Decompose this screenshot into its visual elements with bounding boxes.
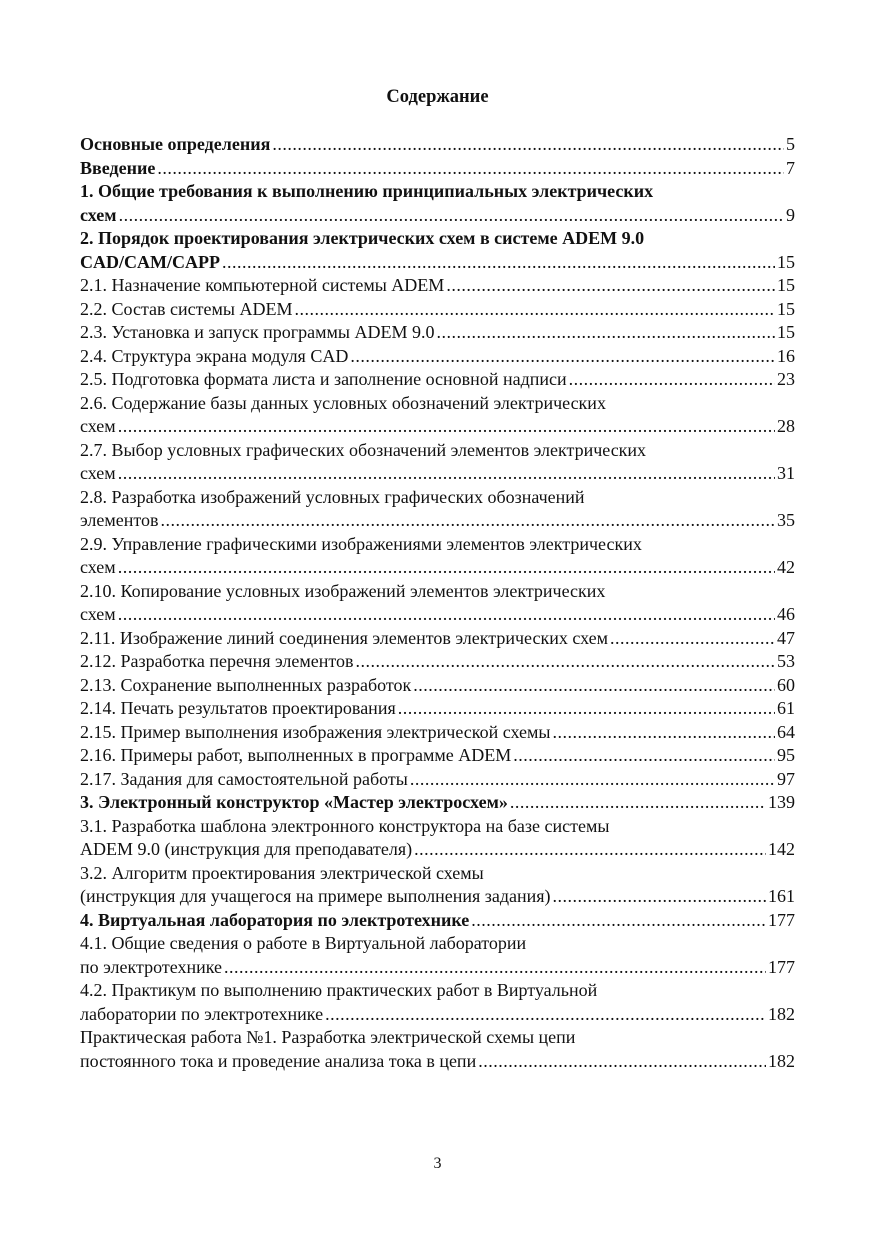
toc-entry-text: 3.2. Алгоритм проектирования электрической схемы bbox=[80, 862, 484, 883]
toc-entry-line bbox=[80, 509, 795, 533]
toc-page-number: 46 bbox=[777, 604, 795, 624]
toc-entry-text: схем bbox=[80, 416, 116, 436]
toc-entry-text: 2.17. Задания для самостоятельной работы bbox=[80, 768, 408, 789]
toc-page-number: 47 bbox=[777, 627, 795, 648]
toc-entry-text: Практическая работа №1. Разработка электрической схемы цепи bbox=[80, 1027, 576, 1047]
toc-page-number: 95 bbox=[777, 745, 795, 765]
leader-dots bbox=[471, 909, 766, 933]
toc-entry-text: Введение bbox=[80, 157, 156, 178]
page-number: 3 bbox=[433, 1155, 442, 1172]
toc-entry[interactable] bbox=[80, 298, 795, 322]
toc-entry-line bbox=[80, 932, 795, 956]
toc-entry-line bbox=[80, 345, 795, 369]
leader-dots bbox=[356, 650, 776, 674]
toc-page-number: 97 bbox=[777, 768, 795, 789]
toc-entry-text: 2.12. Разработка перечня элементов bbox=[80, 651, 354, 671]
toc-page-number: 142 bbox=[768, 839, 795, 859]
leader-dots bbox=[161, 509, 775, 533]
table-of-contents bbox=[80, 133, 795, 1073]
leader-dots bbox=[325, 1003, 766, 1027]
leader-dots bbox=[478, 1050, 766, 1074]
toc-page-number: 16 bbox=[777, 345, 795, 366]
toc-entry-text: схем bbox=[80, 463, 116, 483]
toc-entry[interactable] bbox=[80, 650, 795, 674]
toc-entry[interactable] bbox=[80, 697, 795, 721]
toc-entry-line bbox=[80, 862, 795, 886]
toc-entry[interactable] bbox=[80, 768, 795, 792]
toc-entry-line bbox=[80, 274, 795, 298]
toc-entry[interactable] bbox=[80, 274, 795, 298]
leader-dots bbox=[118, 556, 775, 580]
toc-entry-line bbox=[80, 298, 795, 322]
toc-entry[interactable] bbox=[80, 909, 795, 933]
toc-entry-text: (инструкция для учащегося на примере выполнения задания) bbox=[80, 886, 551, 906]
toc-entry-line bbox=[80, 462, 795, 486]
toc-entry-line bbox=[80, 838, 795, 862]
toc-page-number: 60 bbox=[777, 674, 795, 695]
toc-entry-text: 2. Порядок проектирования электрических схем в системе ADEM 9.0 bbox=[80, 228, 645, 248]
toc-entry-line bbox=[80, 439, 795, 463]
toc-page-number: 15 bbox=[777, 298, 795, 319]
toc-entry-line bbox=[80, 885, 795, 909]
toc-entry-line bbox=[80, 556, 795, 580]
toc-entry-text: 2.16. Примеры работ, выполненных в программе ADEM bbox=[80, 745, 512, 765]
leader-dots bbox=[446, 274, 775, 298]
leader-dots bbox=[436, 321, 775, 345]
toc-entry-line bbox=[80, 1003, 795, 1027]
toc-entry-text: по электротехнике bbox=[80, 956, 223, 977]
leader-dots bbox=[272, 133, 784, 157]
toc-entry[interactable] bbox=[80, 815, 795, 862]
toc-entry-line bbox=[80, 533, 795, 557]
toc-entry-line bbox=[80, 674, 795, 698]
toc-entry-text: 2.3. Установка и запуск программы ADEM 9.0 bbox=[80, 322, 435, 342]
toc-entry-text: лаборатории по электротехнике bbox=[80, 1003, 324, 1024]
toc-entry-line bbox=[80, 227, 795, 251]
toc-entry[interactable] bbox=[80, 180, 795, 227]
toc-entry-text: схем bbox=[80, 204, 117, 225]
toc-page-number: 28 bbox=[777, 416, 795, 436]
toc-entry-line bbox=[80, 392, 795, 416]
toc-entry[interactable] bbox=[80, 721, 795, 745]
leader-dots bbox=[513, 744, 775, 768]
toc-entry-text: 2.8. Разработка изображений условных графических обозначений bbox=[80, 486, 585, 507]
toc-page-number: 53 bbox=[777, 651, 795, 671]
toc-entry[interactable] bbox=[80, 533, 795, 580]
toc-entry-line bbox=[80, 697, 795, 721]
leader-dots bbox=[224, 956, 766, 980]
toc-entry-line bbox=[80, 1050, 795, 1074]
toc-entry-text: 2.1. Назначение компьютерной системы ADEM bbox=[80, 275, 445, 295]
toc-entry[interactable] bbox=[80, 392, 795, 439]
toc-entry[interactable] bbox=[80, 744, 795, 768]
toc-entry[interactable] bbox=[80, 932, 795, 979]
toc-entry[interactable] bbox=[80, 979, 795, 1026]
toc-entry-text: CAD/CAM/CAPP bbox=[80, 251, 220, 272]
toc-page-number: 15 bbox=[777, 322, 795, 342]
toc-entry-text: Основные определения bbox=[80, 134, 271, 154]
leader-dots bbox=[553, 885, 766, 909]
leader-dots bbox=[350, 345, 775, 369]
leader-dots bbox=[222, 251, 775, 275]
toc-page-number: 182 bbox=[768, 1050, 795, 1071]
toc-page-number: 161 bbox=[768, 886, 795, 906]
toc-entry-text: ADEM 9.0 (инструкция для преподавателя) bbox=[80, 839, 413, 859]
leader-dots bbox=[398, 697, 775, 721]
toc-entry-text: 1. Общие требования к выполнению принципиальных электрических bbox=[80, 181, 654, 201]
toc-page-number: 139 bbox=[768, 792, 795, 812]
toc-title: Содержание bbox=[386, 87, 489, 107]
toc-entry[interactable] bbox=[80, 368, 795, 392]
toc-entry-text: 2.9. Управление графическими изображениями элементов электрических bbox=[80, 533, 642, 554]
toc-entry[interactable] bbox=[80, 627, 795, 651]
toc-entry[interactable] bbox=[80, 791, 795, 815]
toc-entry-line bbox=[80, 768, 795, 792]
toc-entry[interactable] bbox=[80, 674, 795, 698]
toc-page-number: 61 bbox=[777, 698, 795, 718]
toc-entry-line bbox=[80, 415, 795, 439]
toc-page-number: 15 bbox=[777, 251, 795, 272]
toc-entry-line bbox=[80, 650, 795, 674]
toc-entry-line bbox=[80, 486, 795, 510]
toc-entry[interactable] bbox=[80, 321, 795, 345]
toc-entry[interactable] bbox=[80, 157, 795, 181]
leader-dots bbox=[118, 603, 775, 627]
leader-dots bbox=[610, 627, 775, 651]
toc-entry-text: 2.2. Состав системы ADEM bbox=[80, 298, 293, 319]
toc-entry-line bbox=[80, 133, 795, 157]
leader-dots bbox=[410, 768, 775, 792]
toc-entry-line bbox=[80, 157, 795, 181]
toc-entry-line bbox=[80, 721, 795, 745]
leader-dots bbox=[118, 415, 775, 439]
toc-entry-text: 2.7. Выбор условных графических обозначений элементов электрических bbox=[80, 439, 647, 460]
toc-entry-text: 4.1. Общие сведения о работе в Виртуальной лаборатории bbox=[80, 933, 527, 953]
leader-dots bbox=[414, 838, 766, 862]
toc-page-number: 7 bbox=[786, 157, 795, 178]
toc-entry-text: 2.13. Сохранение выполненных разработок bbox=[80, 674, 412, 695]
toc-entry-line bbox=[80, 1026, 795, 1050]
toc-entry-text: 2.14. Печать результатов проектирования bbox=[80, 698, 396, 718]
toc-entry[interactable] bbox=[80, 133, 795, 157]
toc-entry[interactable] bbox=[80, 862, 795, 909]
toc-entry-text: 4.2. Практикум по выполнению практических работ в Виртуальной bbox=[80, 980, 598, 1000]
toc-entry-text: схем bbox=[80, 557, 116, 577]
toc-entry-line bbox=[80, 251, 795, 275]
toc-entry-text: 2.15. Пример выполнения изображения электрической схемы bbox=[80, 721, 551, 742]
toc-entry-line bbox=[80, 744, 795, 768]
toc-entry-text: 2.11. Изображение линий соединения элементов электрических схем bbox=[80, 627, 609, 648]
toc-page-number: 182 bbox=[768, 1003, 795, 1024]
leader-dots bbox=[413, 674, 775, 698]
toc-page-number: 23 bbox=[777, 369, 795, 389]
toc-entry-text: 3.1. Разработка шаблона электронного конструктора на базе системы bbox=[80, 815, 610, 836]
toc-entry[interactable] bbox=[80, 439, 795, 486]
toc-entry-text: 2.5. Подготовка формата листа и заполнение основной надписи bbox=[80, 369, 567, 389]
toc-entry-line bbox=[80, 627, 795, 651]
toc-entry-text: схем bbox=[80, 604, 116, 624]
toc-entry-line bbox=[80, 815, 795, 839]
toc-entry-text: постоянного тока и проведение анализа тока в цепи bbox=[80, 1050, 477, 1071]
toc-entry-line bbox=[80, 368, 795, 392]
leader-dots bbox=[157, 157, 784, 181]
toc-entry-line bbox=[80, 979, 795, 1003]
leader-dots bbox=[118, 462, 775, 486]
toc-page-number: 15 bbox=[777, 275, 795, 295]
toc-entry-line bbox=[80, 956, 795, 980]
toc-entry-text: 2.4. Структура экрана модуля CAD bbox=[80, 345, 349, 366]
toc-entry[interactable] bbox=[80, 227, 795, 274]
leader-dots bbox=[294, 298, 775, 322]
toc-page-number: 177 bbox=[768, 956, 795, 977]
toc-entry[interactable] bbox=[80, 486, 795, 533]
toc-entry-text: 2.10. Копирование условных изображений элементов электрических bbox=[80, 580, 606, 601]
toc-entry-line bbox=[80, 180, 795, 204]
toc-entry-line bbox=[80, 580, 795, 604]
leader-dots bbox=[510, 791, 766, 815]
toc-page-number: 9 bbox=[786, 204, 795, 225]
toc-page-number: 177 bbox=[768, 909, 795, 930]
toc-entry-line bbox=[80, 204, 795, 228]
leader-dots bbox=[119, 204, 784, 228]
leader-dots bbox=[553, 721, 776, 745]
toc-entry-line bbox=[80, 791, 795, 815]
toc-page-number: 5 bbox=[786, 134, 795, 154]
toc-entry[interactable] bbox=[80, 580, 795, 627]
toc-entry-line bbox=[80, 321, 795, 345]
toc-entry-text: элементов bbox=[80, 510, 159, 530]
toc-page-number: 35 bbox=[777, 510, 795, 530]
toc-entry-text: 4. Виртуальная лаборатория по электротехнике bbox=[80, 909, 470, 930]
toc-entry-text: 3. Электронный конструктор «Мастер электросхем» bbox=[80, 792, 508, 812]
toc-page-number: 42 bbox=[777, 557, 795, 577]
toc-page-number: 64 bbox=[777, 721, 795, 742]
toc-entry[interactable] bbox=[80, 1026, 795, 1073]
leader-dots bbox=[569, 368, 775, 392]
toc-page-number: 31 bbox=[777, 463, 795, 483]
toc-entry-line bbox=[80, 603, 795, 627]
toc-entry[interactable] bbox=[80, 345, 795, 369]
toc-entry-text: 2.6. Содержание базы данных условных обозначений электрических bbox=[80, 392, 606, 413]
toc-entry-line bbox=[80, 909, 795, 933]
